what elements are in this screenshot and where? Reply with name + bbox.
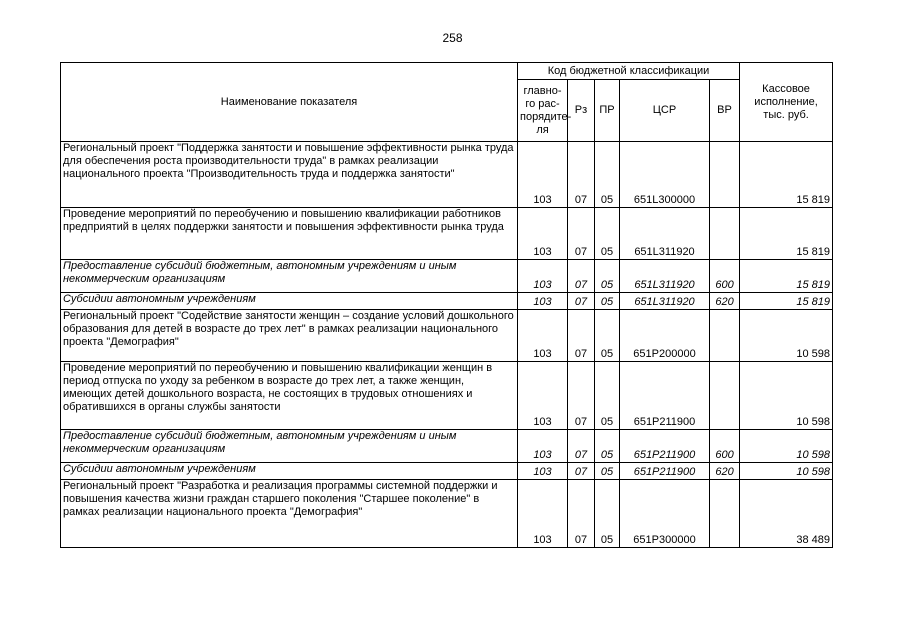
row-name: Субсидии автономным учреждениям (61, 463, 518, 480)
column-header-chief-administrator: главно-го рас-порядите-ля (518, 80, 568, 142)
table-row (61, 208, 833, 260)
cell-sum: 15 819 (740, 260, 833, 293)
cell-rz: 07 (568, 362, 595, 430)
cell-vr (710, 362, 740, 430)
cell-csr: 651L311920 (620, 293, 710, 310)
cell-pr: 05 (595, 260, 620, 293)
cell-csr: 651P211900 (620, 430, 710, 463)
table-row (61, 362, 833, 430)
cell-rz: 07 (568, 463, 595, 480)
column-header-cash-execution: Кассовое исполнение, тыс. руб. (740, 63, 833, 142)
row-name: Предоставление субсидий бюджетным, автономным учреждениям и иным некоммерческим организациям (61, 260, 518, 293)
row-name: Предоставление субсидий бюджетным, автономным учреждениям и иным некоммерческим организациям (61, 430, 518, 463)
cell-gr: 103 (518, 430, 568, 463)
cell-csr: 651P200000 (620, 310, 710, 362)
cell-vr: 600 (710, 260, 740, 293)
cell-gr: 103 (518, 293, 568, 310)
cell-rz: 07 (568, 480, 595, 548)
cell-sum: 10 598 (740, 310, 833, 362)
cell-csr: 651L300000 (620, 142, 710, 208)
cell-vr (710, 310, 740, 362)
column-header-name: Наименование показателя (61, 63, 518, 142)
table-row (61, 310, 833, 362)
cell-sum: 38 489 (740, 480, 833, 548)
cell-pr: 05 (595, 142, 620, 208)
table-row (61, 293, 833, 310)
cell-vr: 620 (710, 293, 740, 310)
cell-vr (710, 480, 740, 548)
cell-gr: 103 (518, 142, 568, 208)
row-name: Проведение мероприятий по переобучению и повышению квалификации работников предприятий в целях поддержки занятости и повышения эффективности рынка труда (61, 208, 518, 260)
cell-sum: 15 819 (740, 208, 833, 260)
cell-sum: 15 819 (740, 142, 833, 208)
cell-sum: 10 598 (740, 362, 833, 430)
cell-csr: 651L311920 (620, 260, 710, 293)
cell-vr: 620 (710, 463, 740, 480)
row-name: Проведение мероприятий по переобучению и повышению квалификации женщин в период отпуска по уходу за ребенком в возрасте до трех лет, а также женщин, имеющих детей дошкольного возраста, не состоящих в трудовых отношениях и обратившихся в органы службы занятости (61, 362, 518, 430)
cell-pr: 05 (595, 362, 620, 430)
cell-rz: 07 (568, 310, 595, 362)
column-header-rz: Рз (568, 80, 595, 142)
cell-csr: 651P300000 (620, 480, 710, 548)
row-name: Региональный проект "Содействие занятости женщин – создание условий дошкольного образования для детей в возрасте до трех лет" в рамках реализации национального проекта "Демография" (61, 310, 518, 362)
table-row (61, 463, 833, 480)
cell-gr: 103 (518, 362, 568, 430)
column-group-header-budget-code: Код бюджетной классификации (518, 63, 740, 80)
cell-vr: 600 (710, 430, 740, 463)
cell-csr: 651P211900 (620, 463, 710, 480)
cell-rz: 07 (568, 142, 595, 208)
cell-pr: 05 (595, 430, 620, 463)
cell-sum: 10 598 (740, 430, 833, 463)
column-header-vr: ВР (710, 80, 740, 142)
table-row (61, 480, 833, 548)
cell-gr: 103 (518, 310, 568, 362)
column-header-csr: ЦСР (620, 80, 710, 142)
cell-pr: 05 (595, 293, 620, 310)
cell-gr: 103 (518, 208, 568, 260)
table-row (61, 430, 833, 463)
cell-rz: 07 (568, 208, 595, 260)
cell-csr: 651P211900 (620, 362, 710, 430)
page-number: 258 (442, 31, 463, 45)
cell-pr: 05 (595, 208, 620, 260)
cell-gr: 103 (518, 463, 568, 480)
column-header-pr: ПР (595, 80, 620, 142)
cell-sum: 15 819 (740, 293, 833, 310)
cell-pr: 05 (595, 310, 620, 362)
cell-sum: 10 598 (740, 463, 833, 480)
cell-gr: 103 (518, 480, 568, 548)
cell-pr: 05 (595, 480, 620, 548)
cell-pr: 05 (595, 463, 620, 480)
cell-csr: 651L311920 (620, 208, 710, 260)
table-row (61, 142, 833, 208)
cell-rz: 07 (568, 260, 595, 293)
budget-table (60, 62, 833, 548)
row-name: Субсидии автономным учреждениям (61, 293, 518, 310)
cell-rz: 07 (568, 430, 595, 463)
cell-gr: 103 (518, 260, 568, 293)
cell-vr (710, 208, 740, 260)
row-name: Региональный проект "Разработка и реализация программы системной поддержки и повышения качества жизни граждан старшего поколения "Старшее поколение" в рамках реализации национального проекта "Демография" (61, 480, 518, 548)
cell-rz: 07 (568, 293, 595, 310)
row-name: Региональный проект "Поддержка занятости и повышение эффективности рынка труда для обеспечения роста производительности труда" в рамках реализации национального проекта "Производительность труда и поддержка занятости" (61, 142, 518, 208)
cell-vr (710, 142, 740, 208)
table-row (61, 260, 833, 293)
